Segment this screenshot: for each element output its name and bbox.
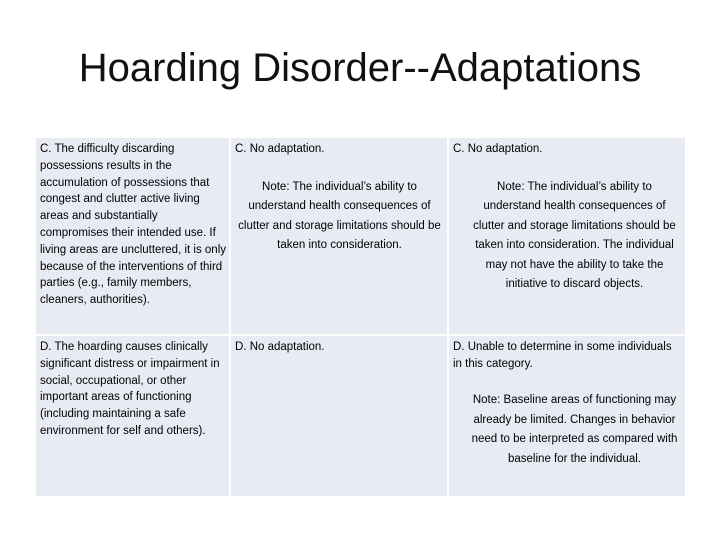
criterion-text: D. The hoarding causes clinically significant distress or impairment in social, occupational, or other important areas of functioning (including maintaining a safe environment for self and others). — [40, 341, 220, 437]
table-cell-criterion-d — [36, 336, 229, 496]
adaptation-note: Note: The individual’s ability to understand health consequences of clutter and storage limitations should be taken into consideration. The individual may not have the ability to take the initiative to discard objects. — [473, 180, 676, 290]
adaptation-heading: D. Unable to determine in some individuals in this category. — [453, 341, 672, 370]
adaptation-note: Note: The individual’s ability to understand health consequences of clutter and storage limitations should be taken into consideration. — [238, 180, 441, 251]
adaptation-note: Note: Baseline areas of functioning may already be limited. Changes in behavior need to be interpreted as compared with baseline for the individual. — [471, 394, 678, 465]
criterion-text: C. The difficulty discarding possessions results in the accumulation of possessions that congest and clutter active living areas and substantially compromises their intended use. If living areas are uncluttered, it is only because of the interventions of third parties (e.g., family members, cleaners, authorities). — [40, 143, 227, 307]
table-cell-adaptation-c-1 — [231, 138, 447, 334]
adaptation-heading: C. No adaptation. — [453, 143, 543, 155]
table-cell-adaptation-d-1 — [231, 336, 447, 496]
adaptations-table — [36, 138, 684, 496]
table-cell-adaptation-d-2 — [449, 336, 685, 496]
table-cell-adaptation-c-2 — [449, 138, 685, 334]
page-title: Hoarding Disorder--Adaptations — [78, 46, 642, 90]
adaptation-heading: D. No adaptation. — [235, 341, 325, 353]
table-cell-criterion-c — [36, 138, 229, 334]
adaptation-heading: C. No adaptation. — [235, 143, 325, 155]
